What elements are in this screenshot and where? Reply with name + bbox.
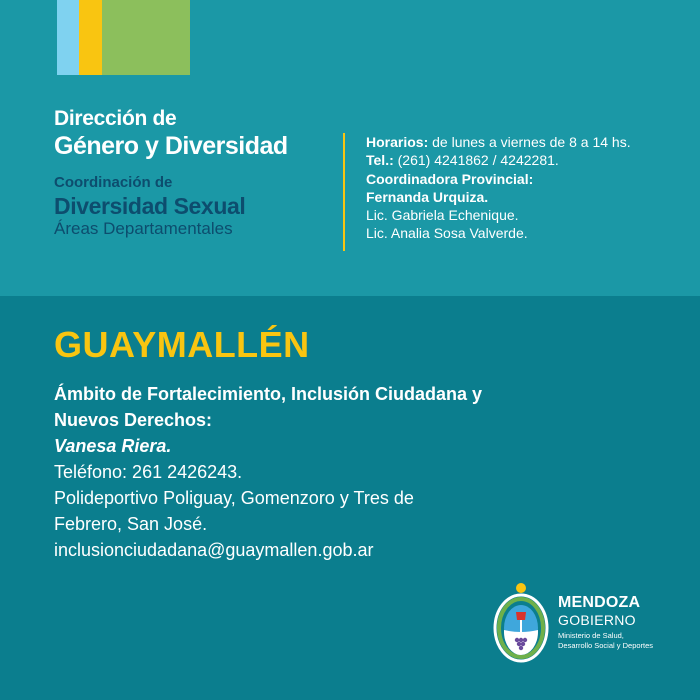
direccion-line1: Dirección de	[54, 107, 177, 130]
address-line1: Polideportivo Poliguay, Gomenzoro y Tres de	[54, 488, 414, 508]
contact-info	[366, 133, 686, 243]
city-title: GUAYMALLÉN	[54, 324, 310, 365]
logo-ministry-line2: Desarrollo Social y Deportes	[558, 641, 654, 650]
light-blue-stripe	[57, 0, 79, 75]
logo-text	[558, 594, 653, 651]
tel-label: Tel.:	[366, 152, 394, 169]
coordinadora-label: Coordinadora Provincial:	[366, 170, 534, 187]
coordinacion-line1: Coordinación de	[54, 174, 173, 191]
lic-1: Lic. Gabriela Echenique.	[366, 207, 519, 224]
horarios-value: de lunes a viernes de 8 a 14 hs.	[428, 134, 631, 150]
header-section	[0, 0, 700, 296]
address-line2: Febrero, San José.	[54, 514, 208, 534]
area-line2: Nuevos Derechos:	[54, 410, 213, 430]
coordinadora-name: Fernanda Urquiza.	[366, 188, 489, 205]
tel-row	[366, 151, 686, 169]
contact-person: Vanesa Riera.	[54, 436, 172, 456]
coordinacion-line2: Diversidad Sexual	[54, 193, 246, 219]
coordinacion-line3: Áreas Departamentales	[54, 219, 233, 238]
logo-mendoza: MENDOZA	[558, 594, 641, 611]
logo-ministry-line1: Ministerio de Salud,	[558, 631, 624, 640]
logo-gobierno: GOBIERNO	[558, 612, 636, 628]
direccion-line2: Género y Diversidad	[54, 132, 288, 160]
local-office-info	[54, 381, 574, 563]
email-link[interactable]: inclusionciudadana@guaymallen.gob.ar	[54, 540, 374, 560]
yellow-stripe	[79, 0, 102, 75]
department-title	[54, 107, 334, 239]
horarios-row	[366, 133, 686, 151]
mendoza-logo	[492, 580, 692, 665]
phone: Teléfono: 261 2426243.	[54, 462, 243, 482]
yellow-divider	[343, 133, 345, 251]
horarios-label: Horarios:	[366, 134, 429, 150]
tel-value: (261) 4241862 / 4242281.	[393, 152, 559, 169]
area-line1: Ámbito de Fortalecimiento, Inclusión Ciudadana y	[54, 384, 483, 404]
lic-2: Lic. Analia Sosa Valverde.	[366, 225, 528, 242]
green-stripe	[102, 0, 190, 75]
coat-of-arms-icon	[492, 580, 550, 664]
